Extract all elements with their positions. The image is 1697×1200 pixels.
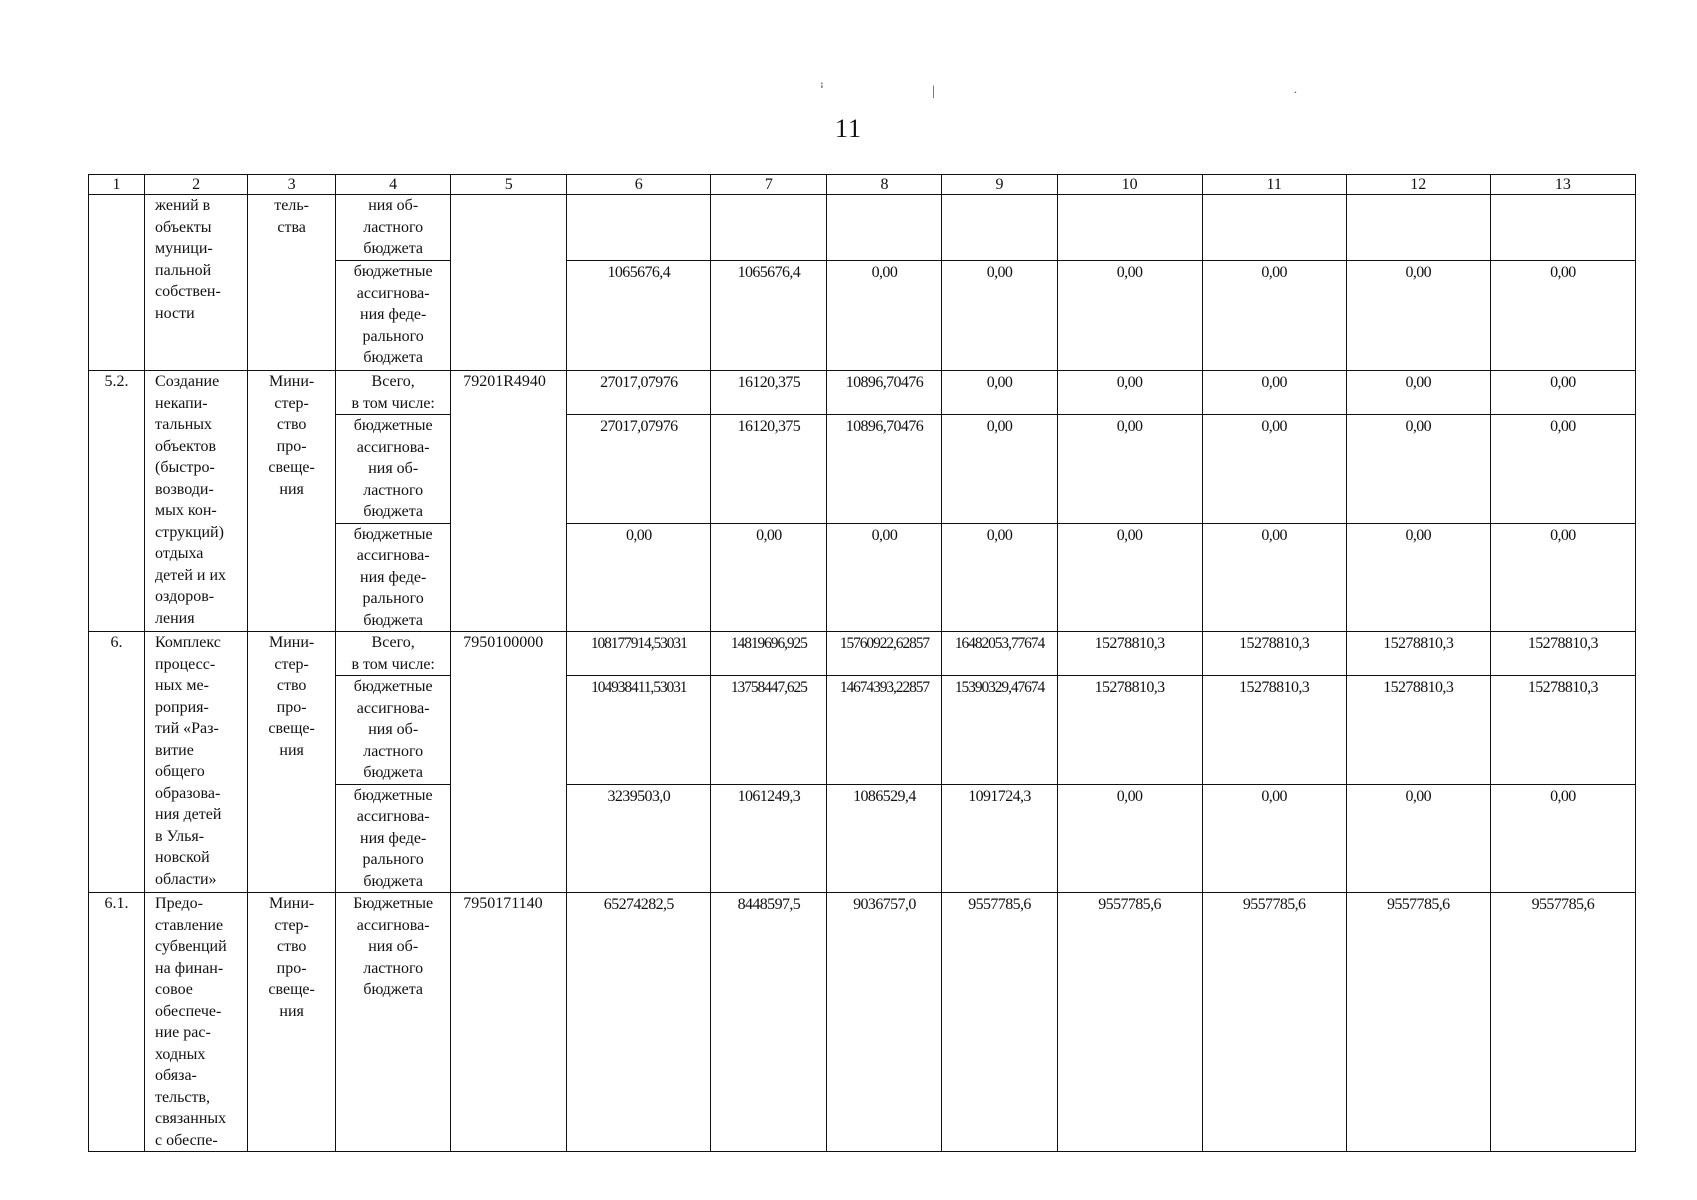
header-row — [89, 175, 1636, 195]
row-number-cell: 5.2. — [89, 371, 145, 632]
funding-source-cell: бюджетные ассигнова- ния об- ластного бюджета — [336, 415, 451, 524]
value-cell: 15278810,3 — [1490, 632, 1635, 676]
executor-cell: Мини- стер- ство про- свеще- ния — [248, 893, 336, 1152]
value-cell: 0,00 — [1490, 784, 1635, 893]
value-cell: 9557785,6 — [942, 893, 1057, 1152]
row-number-cell — [89, 195, 145, 371]
value-cell: 0,00 — [1346, 415, 1490, 524]
value-cell: 15760922,62857 — [827, 632, 942, 676]
header-cell: 9 — [942, 175, 1057, 195]
measure-name-cell: Предо- ставление субвенций на финан- совое обеспече- ние рас- ходных обяза- тельств, связанных с обеспе- — [145, 893, 248, 1152]
measure-name-cell: Создание некапи- тальных объектов (быстро- возводи- мых кон- струкций) отдыха детей и их оздоров- ления — [145, 371, 248, 632]
value-cell: 14674393,22857 — [827, 676, 942, 785]
value-cell: 104938411,53031 — [567, 676, 711, 785]
stray-mark-middle: | — [932, 84, 935, 99]
value-cell: 0,00 — [1057, 523, 1202, 632]
value-cell: 0,00 — [1202, 261, 1346, 371]
header-cell: 5 — [451, 175, 567, 195]
table-row — [89, 195, 1636, 261]
value-cell: 0,00 — [711, 523, 827, 632]
value-cell: 0,00 — [1346, 261, 1490, 371]
measure-name-cell: жений в объекты муници- пальной собствен- ности — [145, 195, 248, 371]
value-cell: 0,00 — [942, 523, 1057, 632]
value-cell: 0,00 — [1057, 261, 1202, 371]
value-cell: 10896,70476 — [827, 415, 942, 524]
value-cell — [711, 195, 827, 261]
value-cell — [1057, 195, 1202, 261]
value-cell: 15278810,3 — [1346, 632, 1490, 676]
page-number: 11 — [834, 114, 863, 143]
executor-cell: Мини- стер- ство про- свеще- ния — [248, 371, 336, 632]
header-cell: 1 — [89, 175, 145, 195]
value-cell: 0,00 — [942, 415, 1057, 524]
value-cell: 13758447,625 — [711, 676, 827, 785]
funding-source-cell: Всего, в том числе: — [336, 371, 451, 415]
value-cell: 0,00 — [1202, 415, 1346, 524]
value-cell — [1490, 195, 1635, 261]
value-cell: 9557785,6 — [1057, 893, 1202, 1152]
budget-code-cell: 7950171140 — [451, 893, 567, 1152]
value-cell: 8448597,5 — [711, 893, 827, 1152]
value-cell: 0,00 — [1490, 371, 1635, 415]
header-cell: 12 — [1346, 175, 1490, 195]
value-cell: 108177914,53031 — [567, 632, 711, 676]
value-cell — [567, 195, 711, 261]
value-cell: 9557785,6 — [1202, 893, 1346, 1152]
budget-code-cell: 79201R4940 — [451, 371, 567, 632]
value-cell: 65274282,5 — [567, 893, 711, 1152]
value-cell: 0,00 — [1346, 784, 1490, 893]
header-cell: 8 — [827, 175, 942, 195]
funding-source-cell: Бюджетные ассигнова- ния об- ластного бюджета — [336, 893, 451, 1152]
value-cell: 0,00 — [1057, 371, 1202, 415]
value-cell: 15390329,47674 — [942, 676, 1057, 785]
value-cell: 0,00 — [1202, 371, 1346, 415]
value-cell: 15278810,3 — [1202, 676, 1346, 785]
value-cell: 15278810,3 — [1490, 676, 1635, 785]
value-cell: 9557785,6 — [1490, 893, 1635, 1152]
value-cell: 0,00 — [827, 261, 942, 371]
value-cell — [1202, 195, 1346, 261]
value-cell: 1091724,3 — [942, 784, 1057, 893]
value-cell: 0,00 — [1490, 415, 1635, 524]
value-cell: 0,00 — [1490, 523, 1635, 632]
value-cell — [827, 195, 942, 261]
value-cell: 15278810,3 — [1346, 676, 1490, 785]
value-cell: 0,00 — [1202, 523, 1346, 632]
value-cell: 1065676,4 — [567, 261, 711, 371]
header-cell: 4 — [336, 175, 451, 195]
header-cell: 6 — [567, 175, 711, 195]
value-cell: 0,00 — [1057, 784, 1202, 893]
value-cell: 1086529,4 — [827, 784, 942, 893]
value-cell — [1346, 195, 1490, 261]
value-cell: 0,00 — [1346, 523, 1490, 632]
value-cell: 16482053,77674 — [942, 632, 1057, 676]
value-cell: 15278810,3 — [1057, 632, 1202, 676]
executor-cell: тель- ства — [248, 195, 336, 371]
table-row — [89, 371, 1636, 415]
header-cell: 3 — [248, 175, 336, 195]
funding-source-cell: ния об- ластного бюджета — [336, 195, 451, 261]
value-cell: 15278810,3 — [1057, 676, 1202, 785]
header-cell: 13 — [1490, 175, 1635, 195]
value-cell: 0,00 — [1057, 415, 1202, 524]
value-cell: 9557785,6 — [1346, 893, 1490, 1152]
funding-source-cell: Всего, в том числе: — [336, 632, 451, 676]
budget-code-cell — [451, 195, 567, 371]
value-cell: 0,00 — [567, 523, 711, 632]
value-cell — [942, 195, 1057, 261]
header-cell: 7 — [711, 175, 827, 195]
row-number-cell: 6. — [89, 632, 145, 893]
stray-mark-right: . — [1294, 82, 1297, 96]
value-cell: 16120,375 — [711, 415, 827, 524]
stray-mark-left: ꜞ — [820, 82, 824, 96]
value-cell: 27017,07976 — [567, 415, 711, 524]
value-cell: 10896,70476 — [827, 371, 942, 415]
value-cell: 16120,375 — [711, 371, 827, 415]
budget-code-cell: 7950100000 — [451, 632, 567, 893]
budget-table — [88, 174, 1636, 1152]
measure-name-cell: Комплекс процесс- ных ме- роприя- тий «Раз- витие общего образова- ния детей в Улья- новской области» — [145, 632, 248, 893]
table-row — [89, 632, 1636, 676]
value-cell: 1061249,3 — [711, 784, 827, 893]
row-number-cell: 6.1. — [89, 893, 145, 1152]
value-cell: 9036757,0 — [827, 893, 942, 1152]
funding-source-cell: бюджетные ассигнова- ния феде- рального бюджета — [336, 784, 451, 893]
header-cell: 10 — [1057, 175, 1202, 195]
value-cell: 27017,07976 — [567, 371, 711, 415]
funding-source-cell: бюджетные ассигнова- ния об- ластного бюджета — [336, 676, 451, 785]
table-row — [89, 893, 1636, 1152]
value-cell: 3239503,0 — [567, 784, 711, 893]
value-cell: 0,00 — [1490, 261, 1635, 371]
executor-cell: Мини- стер- ство про- свеще- ния — [248, 632, 336, 893]
value-cell: 0,00 — [827, 523, 942, 632]
value-cell: 0,00 — [942, 371, 1057, 415]
header-cell: 2 — [145, 175, 248, 195]
funding-source-cell: бюджетные ассигнова- ния феде- рального бюджета — [336, 523, 451, 632]
value-cell: 0,00 — [1202, 784, 1346, 893]
value-cell: 0,00 — [1346, 371, 1490, 415]
value-cell: 1065676,4 — [711, 261, 827, 371]
funding-source-cell: бюджетные ассигнова- ния феде- рального бюджета — [336, 261, 451, 371]
header-cell: 11 — [1202, 175, 1346, 195]
value-cell: 14819696,925 — [711, 632, 827, 676]
value-cell: 0,00 — [942, 261, 1057, 371]
value-cell: 15278810,3 — [1202, 632, 1346, 676]
